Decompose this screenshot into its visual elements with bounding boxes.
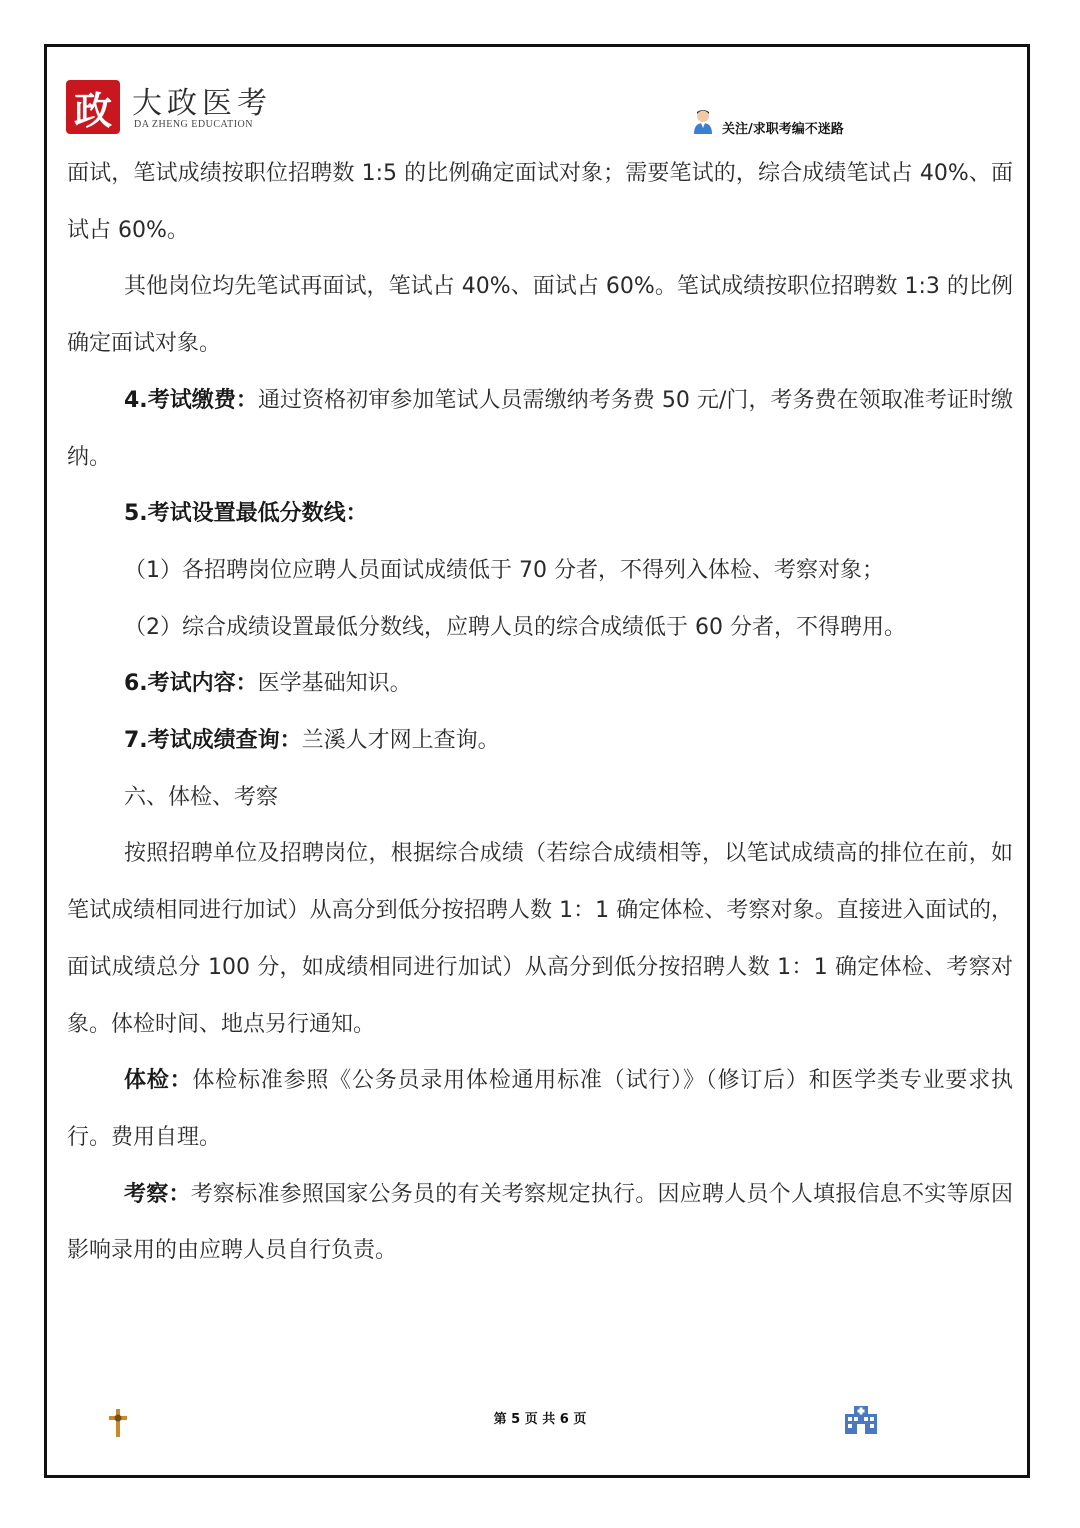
paragraph: 体检：体检标准参照《公务员录用体检通用标准（试行）》（修订后）和医学类专业要求执行。费用自理。 [67, 1068, 1013, 1150]
paragraph [67, 486, 1013, 543]
paragraph: 考察：考察标准参照国家公务员的有关考察规定执行。因应聘人员个人填报信息不实等原因影响录用的由应聘人员自行负责。 [67, 1181, 1013, 1264]
follow-banner [692, 108, 844, 138]
section-heading: 4.考试缴费： [124, 387, 258, 413]
section-heading: 6.考试内容： [124, 671, 258, 697]
logo-char: 政 [73, 87, 112, 133]
section-heading: 体检： [124, 1068, 193, 1094]
document-body [67, 146, 1013, 1280]
section-heading: 考察： [124, 1181, 191, 1207]
paragraph: （1）各招聘岗位应聘人员面试成绩低于 70 分者，不得列入体检、考察对象； [124, 557, 884, 583]
paragraph: 按照招聘单位及招聘岗位，根据综合成绩（若综合成绩相等，以笔试成绩高的排位在前，如笔试成绩相同进行加试）从高分到低分按招聘人数 1：1 确定体检、考察对象。直接进入面试的，面试成绩总分 100 分，如成绩相同进行加试）从高分到低分按招聘人数 1：1 确定体检、考察对象。体检时间、地点另行通知。 [67, 841, 1013, 1037]
hospital-icon [843, 1404, 879, 1440]
paragraph: 面试，笔试成绩按职位招聘数 1:5 的比例确定面试对象；需要笔试的，综合成绩笔试占 40%、面试占 60%。 [67, 161, 1013, 243]
brand-name: 大政医考 [132, 86, 272, 121]
logo-mark [66, 80, 120, 134]
paragraph: 4.考试缴费：通过资格初审参加笔试人员需缴纳考务费 50 元/门，考务费在领取准考证时缴纳。 [67, 387, 1013, 470]
brand-english-name: DA ZHENG EDUCATION [134, 119, 253, 130]
paragraph: 6.考试内容：医学基础知识。 [124, 671, 412, 697]
page-number: 第 5 页 共 6 页 [493, 1412, 587, 1427]
section-heading: 7.考试成绩查询： [124, 728, 302, 754]
paragraph: 六、体检、考察 [124, 784, 279, 810]
paragraph: 7.考试成绩查询：兰溪人才网上查询。 [124, 728, 500, 754]
follow-text: 关注/求职考编不迷路 [722, 122, 844, 137]
paragraph: 其他岗位均先笔试再面试，笔试占 40%、面试占 60%。笔试成绩按职位招聘数 1:3 的比例确定面试对象。 [67, 274, 1013, 357]
person-icon [692, 108, 714, 138]
section-heading: 5.考试设置最低分数线： [124, 501, 368, 527]
paragraph: （2）综合成绩设置最低分数线，应聘人员的综合成绩低于 60 分者，不得聘用。 [124, 614, 906, 640]
